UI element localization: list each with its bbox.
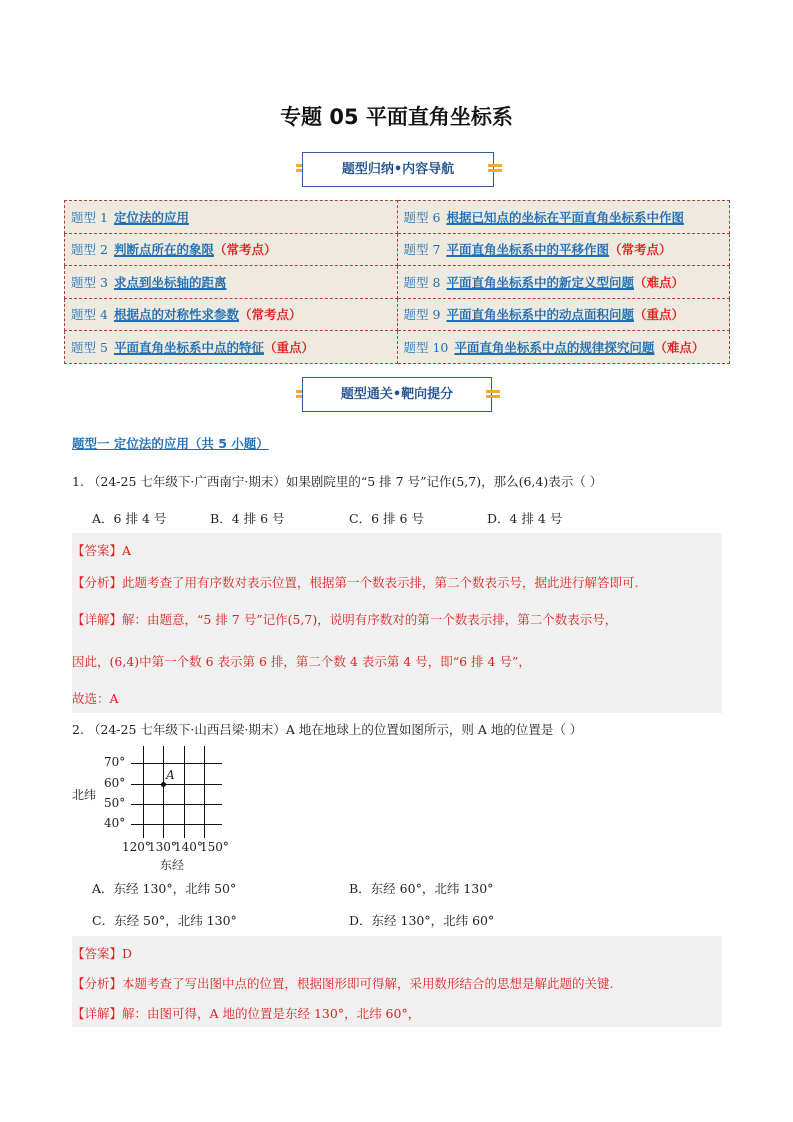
practice-header: 题型通关•靶向提分 bbox=[302, 377, 492, 412]
y-axis-title: 北纬 bbox=[72, 788, 97, 802]
nav-item-label: 题型 10 bbox=[403, 339, 449, 355]
nav-item-tag: （难点） bbox=[654, 339, 705, 355]
q1-analysis: 【分析】此题考查了用有序数对表示位置，根据第一个数表示排，第二个数表示号，据此进行解答即可. bbox=[72, 575, 639, 590]
nav-item-link[interactable]: 平面直角坐标系中点的特征 bbox=[113, 339, 264, 355]
q2-answer-box bbox=[72, 936, 722, 1027]
nav-item-label: 题型 5 bbox=[71, 339, 108, 355]
grid-line-140 bbox=[184, 746, 185, 838]
q2-answer: 【答案】D bbox=[72, 946, 133, 961]
nav-item bbox=[65, 233, 398, 266]
q2-option-b: B．东经 60°，北纬 130° bbox=[349, 881, 494, 896]
grid-line-70 bbox=[131, 763, 222, 764]
nav-item bbox=[397, 298, 730, 331]
nav-item-tag: （常考点） bbox=[238, 307, 302, 323]
nav-item-label: 题型 7 bbox=[403, 242, 441, 258]
nav-item bbox=[397, 201, 730, 234]
nav-item-link[interactable]: 判断点所在的象限 bbox=[113, 242, 214, 258]
y-tick-70: 70° bbox=[104, 755, 126, 769]
y-tick-60: 60° bbox=[104, 776, 126, 790]
q2-detail-1: 【详解】解：由图可得，A 地的位置是东经 130°，北纬 60°， bbox=[72, 1006, 421, 1021]
q1-option-a: A．6 排 4 号 bbox=[92, 511, 167, 526]
nav-item-label: 题型 6 bbox=[403, 209, 441, 225]
q1-detail-3: 故选：A bbox=[72, 691, 119, 706]
x-axis-title: 东经 bbox=[160, 858, 185, 872]
decor-bars-icon bbox=[486, 388, 500, 400]
nav-item-tag: （常考点） bbox=[213, 242, 277, 258]
nav-row bbox=[65, 298, 730, 331]
q2-option-a: A．东经 130°，北纬 50° bbox=[92, 881, 237, 896]
x-tick-120: 120° bbox=[122, 840, 151, 854]
nav-item-label: 题型 2 bbox=[71, 242, 108, 258]
nav-item-link[interactable]: 平面直角坐标系中的动点面积问题 bbox=[446, 307, 634, 323]
nav-item-link[interactable]: 平面直角坐标系中点的规律探究问题 bbox=[454, 339, 655, 355]
nav-row bbox=[65, 266, 730, 299]
nav-item bbox=[397, 233, 730, 266]
point-a-marker bbox=[161, 782, 166, 787]
nav-item bbox=[65, 201, 398, 234]
q1-answer: 【答案】A bbox=[72, 543, 132, 558]
nav-item-tag: （重点） bbox=[633, 307, 684, 323]
q2-analysis: 【分析】本题考查了写出图中点的位置，根据图形即可得解，采用数形结合的思想是解此题的关键. bbox=[72, 976, 614, 991]
topic-nav-table bbox=[64, 200, 730, 364]
q1-answer-box bbox=[72, 533, 722, 713]
nav-item bbox=[397, 266, 730, 299]
grid-line-40 bbox=[131, 824, 222, 825]
nav-item-link[interactable]: 根据已知点的坐标在平面直角坐标系中作图 bbox=[446, 209, 684, 225]
nav-item bbox=[65, 266, 398, 299]
nav-item-link[interactable]: 定位法的应用 bbox=[113, 209, 189, 225]
q1-detail-2: 因此，(6,4)中第一个数 6 表示第 6 排，第二个数 4 表示第 4 号，即“6 排 4 号”， bbox=[72, 654, 531, 669]
x-tick-140: 140° bbox=[174, 840, 203, 854]
nav-row bbox=[65, 201, 730, 234]
nav-item-label: 题型 8 bbox=[403, 274, 441, 290]
grid-line-130 bbox=[163, 746, 164, 838]
grid-line-120 bbox=[143, 746, 144, 838]
nav-item-label: 题型 1 bbox=[71, 209, 108, 225]
nav-header: 题型归纳•内容导航 bbox=[302, 152, 494, 187]
q1-option-c: C．6 排 6 号 bbox=[349, 511, 424, 526]
q2-option-d: D．东经 130°，北纬 60° bbox=[349, 913, 495, 928]
nav-item-label: 题型 3 bbox=[71, 274, 108, 290]
question-1-stem: 1. （24-25 七年级下·广西南宁·期末）如果剧院里的“5 排 7 号”记作(5,7)，那么(6,4)表示（ ） bbox=[72, 474, 603, 489]
x-tick-150: 150° bbox=[200, 840, 229, 854]
nav-item-tag: （难点） bbox=[633, 274, 684, 290]
nav-item-label: 题型 9 bbox=[403, 307, 441, 323]
q1-option-d: D．4 排 4 号 bbox=[487, 511, 563, 526]
page-title: 专题 05 平面直角坐标系 bbox=[280, 105, 513, 129]
section-title[interactable]: 题型一 定位法的应用（共 5 小题） bbox=[72, 436, 269, 451]
q1-detail-1: 【详解】解：由题意，“5 排 7 号”记作(5,7)，说明有序数对的第一个数表示排，第二个数表示号， bbox=[72, 612, 618, 627]
decor-bars-icon bbox=[488, 162, 502, 174]
nav-item bbox=[65, 298, 398, 331]
q2-option-c: C．东经 50°，北纬 130° bbox=[92, 913, 237, 928]
nav-item-tag: （常考点） bbox=[608, 242, 672, 258]
grid-line-60 bbox=[131, 784, 222, 785]
x-tick-130: 130° bbox=[148, 840, 177, 854]
nav-item-link[interactable]: 平面直角坐标系中的平移作图 bbox=[446, 242, 609, 258]
question-2-stem: 2. （24-25 七年级下·山西吕梁·期末）A 地在地球上的位置如图所示，则 A 地的位置是（ ） bbox=[72, 722, 583, 737]
nav-row bbox=[65, 331, 730, 364]
nav-item-link[interactable]: 求点到坐标轴的距离 bbox=[113, 274, 227, 290]
nav-item-label: 题型 4 bbox=[71, 307, 108, 323]
nav-item bbox=[397, 331, 730, 364]
nav-item-tag: （重点） bbox=[263, 339, 314, 355]
point-a-label: A bbox=[166, 768, 175, 782]
grid-line-50 bbox=[131, 804, 222, 805]
nav-item bbox=[65, 331, 398, 364]
y-tick-40: 40° bbox=[104, 816, 126, 830]
nav-row bbox=[65, 233, 730, 266]
nav-item-link[interactable]: 根据点的对称性求参数 bbox=[113, 307, 239, 323]
nav-item-link[interactable]: 平面直角坐标系中的新定义型问题 bbox=[446, 274, 634, 290]
q1-option-b: B．4 排 6 号 bbox=[210, 511, 285, 526]
y-tick-50: 50° bbox=[104, 796, 126, 810]
grid-line-150 bbox=[204, 746, 205, 838]
